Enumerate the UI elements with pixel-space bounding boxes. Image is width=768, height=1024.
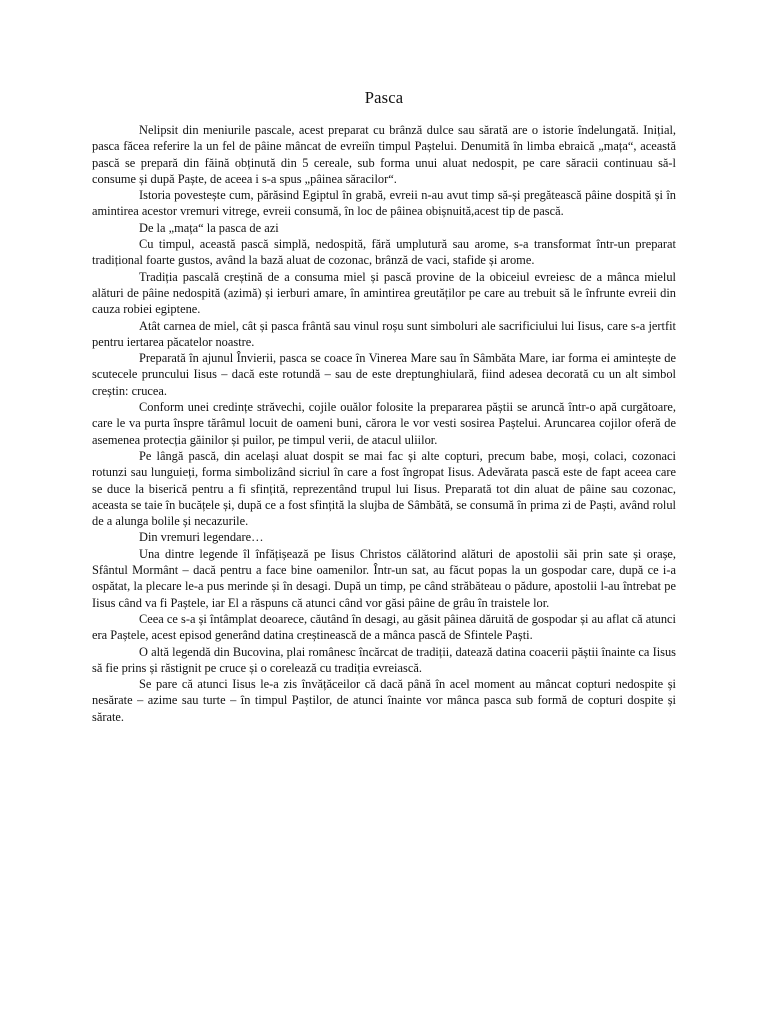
paragraph: Preparată în ajunul Învierii, pasca se coace în Vinerea Mare sau în Sâmbăta Mare, iar forma ei amintește de scutecele pruncului Iisus – dacă este rotundă – sau de este dreptunghiulară, fiind adesea decorată cu un alt simbol creștin: crucea. <box>92 351 676 398</box>
section-subheading: De la „mața“ la pasca de azi <box>139 220 279 235</box>
paragraph: Ceea ce s-a și întâmplat deoarece, căutând în desagi, au găsit pâinea dăruită de gospodar și au aflat că atunci era Paștele, acest episod generând datina creștinească de a mânca pască de Sfintele Paști. <box>92 611 676 643</box>
document-title: Pasca <box>364 88 404 107</box>
document-body <box>92 122 676 725</box>
paragraph: Nelipsit din meniurile pascale, acest preparat cu brânză dulce sau sărată are o istorie îndelungată. Inițial, pasca făcea referire la un fel de pâine mâncat de evreiîn timpul Paștelui. Denumită în limba ebraică „mața“, această pască se prepară din făină obținută din 5 cereale, sub forma unui aluat nedospit, pe care săracii continuau să-l consume și după Paște, de aceea i s-a spus „pâinea săracilor“. <box>92 123 676 186</box>
paragraph: Atât carnea de miel, cât și pasca frântă sau vinul roșu sunt simboluri ale sacrificiului lui Iisus, care s-a jertfit pentru iertarea păcatelor noastre. <box>92 318 676 349</box>
paragraph: Cu timpul, această pască simplă, nedospită, fără umplutură sau arome, s-a transformat într-un preparat tradițional foarte gustos, având la bază aluat de cozonac, brânză de vaci, stafide și arome. <box>92 237 676 268</box>
section-subheading: Din vremuri legendare… <box>139 530 264 545</box>
paragraph: Una dintre legende îl înfățișează pe Iisus Christos călătorind alături de apostolii săi prin sate și orașe, Sfântul Mormânt – dacă pentru a face bine oamenilor. Într-un sat, au făcut popas la un gospodar care, după ce i-a ospătat, la plecare le-a pus merinde și în desagi. După un timp, pe când străbăteau o pădure, apostolii l-au întrebat pe Iisus când va fi Paștele, iar El a răspuns că atunci când vor găsi pâine de grâu în traistele lor. <box>92 546 676 610</box>
paragraph: Se pare că atunci Iisus le-a zis învățăceilor că dacă până în acel moment au mâncat copturi nedospite și nesărate – azime sau turte – în timpul Paștilor, de atunci înainte vor mânca pasca sub formă de copturi dospite și sărate. <box>92 677 676 724</box>
paragraph: Pe lângă pască, din același aluat dospit se mai fac și alte copturi, precum babe, moși, colaci, cozonaci rotunzi sau lunguieți, forma simbolizând sicriul în care a fost îngropat Iisus. Adevărata pască este de fapt aceea care se duce la biserică pentru a fi sfințită, reprezentând trupul lui Iisus. Preparată tot din aluat de pâine sau cozonac, aceasta se taie în bucățele și, după ce a fost sfințită la slujba de Sâmbătă, se consumă în prima zi de Paști, având rolul de a alunga bolile și necazurile. <box>92 448 676 529</box>
paragraph: Tradiția pascală creștină de a consuma miel și pască provine de la obiceiul evreiesc de a mânca mielul alături de pâine nedospită (azimă) și ierburi amare, în amintirea greutăților pe care au trebuit să le înfrunte evreii din cauza robiei egiptene. <box>92 269 676 317</box>
paragraph: Conform unei credințe străvechi, cojile ouălor folosite la prepararea păștii se aruncă într-o apă curgătoare, care le va purta înspre tărâmul locuit de oameni buni, cărora le vor vesti sosirea Paștelui. Aruncarea cojilor oferă de asemenea protecția găinilor și puilor, pe timpul verii, de atacul uliilor. <box>92 400 676 447</box>
paragraph: O altă legendă din Bucovina, plai românesc încărcat de tradiții, datează datina coacerii păștii înainte ca Iisus să fie prins și răstignit pe cruce și o corelează cu tradiția evreiască. <box>92 644 676 675</box>
paragraph: Istoria povestește cum, părăsind Egiptul în grabă, evreii n-au avut timp să-și pregătească pâine dospită și în amintirea acestor vremuri vitrege, evreii consumă, în loc de pâinea obișnuită,acest tip de pască. <box>92 188 676 219</box>
